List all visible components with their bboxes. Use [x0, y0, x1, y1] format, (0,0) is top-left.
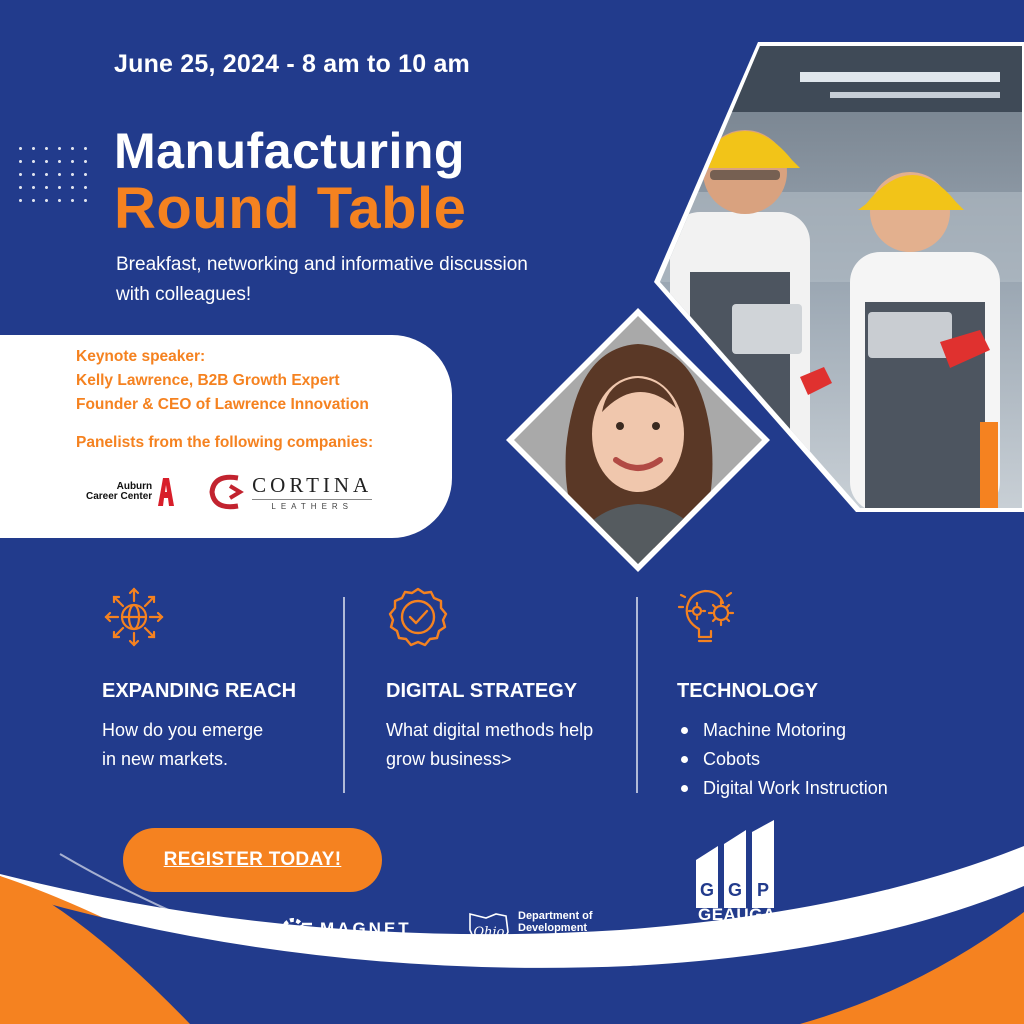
magnet-name: MAGNET [320, 919, 412, 938]
title-line-1: Manufacturing [114, 123, 465, 179]
ohio-development-logo [466, 910, 608, 950]
ggp-line-3: PARTNERSHIP [698, 942, 770, 953]
list-item: Machine Motoring [677, 716, 888, 745]
info-card [0, 335, 452, 538]
cortina-leathers-logo [206, 472, 372, 512]
magnet-logo [280, 914, 412, 944]
globe-arrows-icon [102, 585, 166, 649]
feature-digital-strategy [386, 585, 594, 769]
divider-1 [343, 597, 345, 793]
ggp-bars-icon [690, 820, 786, 908]
speaker-portrait [506, 308, 770, 572]
technology-list [677, 716, 888, 803]
ggp-line-2: GROWTH [698, 923, 779, 942]
ohio-line-2: Development [518, 922, 588, 934]
feature-body: What digital methods help grow business> [386, 720, 594, 769]
company-logos [86, 472, 372, 512]
cortina-name: CORTINA [252, 473, 373, 497]
feature-body: How do you emerge in new markets. [102, 720, 264, 769]
ggp-letter-1: G [699, 880, 715, 900]
divider-2 [636, 597, 638, 793]
ohio-line-1: Department of [518, 910, 593, 922]
event-subtitle: Breakfast, networking and informative discussion with colleagues! [116, 254, 528, 305]
ggp-logo [690, 820, 800, 953]
event-date: June 25, 2024 - 8 am to 10 am [114, 50, 470, 78]
decorative-dot-grid [14, 142, 94, 202]
ohio-script: Ohio [473, 925, 505, 940]
title-line-2: Round Table [114, 176, 467, 241]
cortina-mark-icon [206, 472, 244, 512]
auburn-line-1: Auburn [116, 481, 153, 492]
list-item: Digital Work Instruction [677, 774, 888, 803]
ohio-line-3: Manufacturing Extension Partnership [518, 937, 608, 946]
panelists-label: Panelists from the following companies: [76, 434, 374, 451]
gear-icon [280, 914, 314, 944]
feature-title: TECHNOLOGY [677, 680, 819, 702]
keynote-speaker: Kelly Lawrence, B2B Growth Expert [76, 372, 340, 389]
ggp-line-1: GEAUGA [698, 905, 776, 924]
feature-technology [677, 585, 888, 798]
features-section [0, 585, 1024, 805]
keynote-label: Keynote speaker: [76, 348, 206, 365]
ggp-letter-3: P [756, 880, 770, 900]
speaker-role: Founder & CEO of Lawrence Innovation [76, 396, 369, 413]
register-button[interactable]: REGISTER TODAY! [123, 828, 382, 892]
auburn-career-center-logo [86, 478, 174, 506]
list-item: Cobots [677, 745, 888, 774]
auburn-a-icon [158, 478, 174, 506]
feature-title: DIGITAL STRATEGY [386, 680, 578, 702]
auburn-line-2: Career Center [86, 491, 153, 502]
lightbulb-gears-icon [677, 585, 741, 649]
badge-check-icon [386, 585, 450, 649]
cortina-sub: LEATHERS [252, 499, 372, 511]
feature-title: EXPANDING REACH [102, 680, 297, 702]
ohio-state-icon [466, 910, 512, 950]
ggp-letter-2: G [727, 880, 743, 900]
feature-expanding-reach [102, 585, 297, 769]
